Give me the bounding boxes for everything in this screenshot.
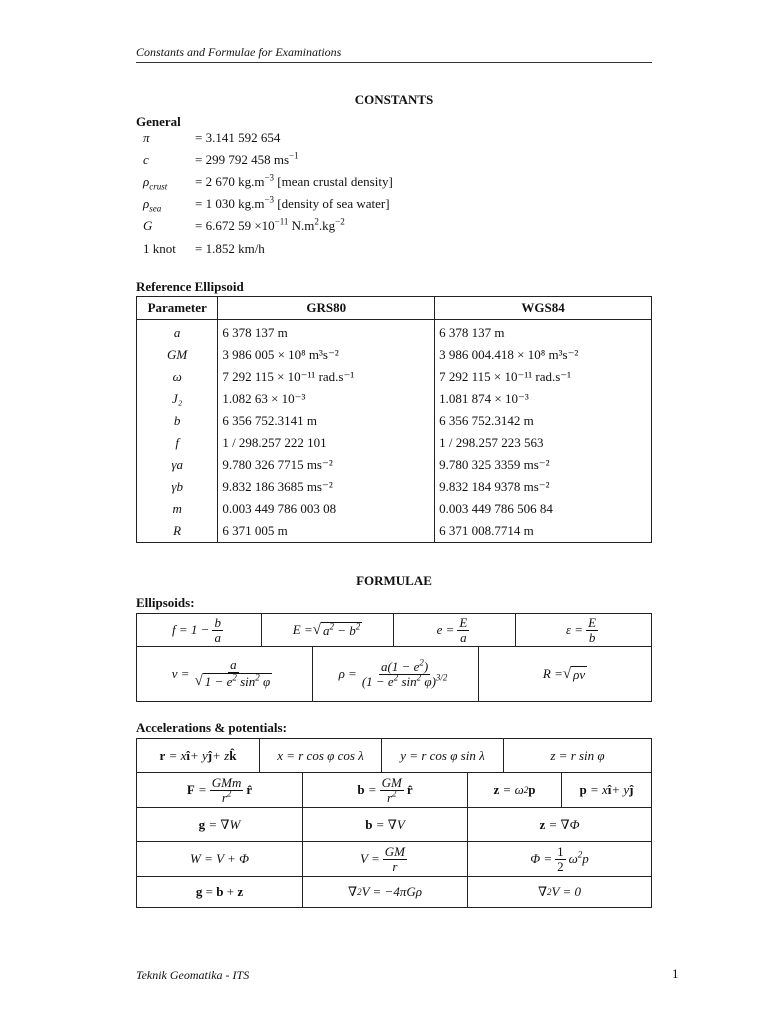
formulae-heading: FORMULAE	[356, 573, 432, 588]
accel-formula-row-3	[136, 807, 652, 842]
formula-z: z = r sin φ	[503, 739, 651, 772]
column-header: WGS84	[435, 297, 652, 320]
formula-laplace: ∇ 2 V = 0	[467, 877, 651, 907]
formula-mean-radius: R = √ ρν	[478, 647, 651, 701]
formula-gravitation: b = $\frac{GM}{r^2}$ r̂	[302, 773, 467, 807]
param-cell: J₂	[137, 388, 218, 410]
grs80-cell: 7 292 115 × 10⁻¹¹ rad.s⁻¹	[218, 366, 435, 388]
formula-gravitation-gradient: b = ∇V	[302, 808, 467, 841]
param-cell: GM	[137, 344, 218, 366]
formula-flattening: f = 1 − $\frac{b}{a}$	[172, 614, 221, 645]
grs80-cell: 6 356 752.3141 m	[218, 410, 435, 432]
wgs84-cell: 1.081 874 × 10⁻³	[435, 388, 652, 410]
general-heading: General	[136, 114, 181, 129]
param-cell: m	[137, 498, 218, 520]
reference-ellipsoid-table	[136, 296, 652, 543]
formula-nu: ν = a √ $1 - e^2$ $\sin^2 \varphi$	[171, 657, 271, 689]
constant-value: = 1.852 km/h	[195, 241, 265, 256]
wgs84-cell: 9.780 325 3359 ms⁻²	[435, 454, 652, 476]
table-row	[137, 498, 652, 520]
grs80-cell: 9.780 326 7715 ms⁻²	[218, 454, 435, 476]
table-row	[137, 388, 652, 410]
accel-formula-row-1	[136, 738, 652, 773]
page-number: 1	[672, 966, 679, 981]
formula-eccentricity: e = $\frac{E}{a}$	[393, 614, 515, 646]
constant-symbol: 1 knot	[143, 241, 176, 256]
formula-centrifugal: z = ω 2 p	[467, 773, 561, 807]
grs80-cell: 0.003 449 786 003 08	[218, 498, 435, 520]
ellipsoid-formula-row	[136, 613, 652, 647]
wgs84-cell: 7 292 115 × 10⁻¹¹ rad.s⁻¹	[435, 366, 652, 388]
formula-linear-eccentricity: E = √ $a^2 - b^2$	[261, 614, 393, 646]
table-row	[137, 432, 652, 454]
constant-value: = 6.672 $59 \times 10^{-11}$ $N.m^2.kg^{-2}$	[195, 216, 345, 233]
grs80-cell: 1.082 63 × 10⁻³	[218, 388, 435, 410]
formula-position-vector: r = x î + y ĵ + z k̂	[159, 747, 237, 763]
constant-symbol: c	[143, 152, 149, 167]
formula-gravity-gradient: g = ∇W	[198, 816, 241, 832]
table-row	[137, 454, 652, 476]
table-header-row	[137, 297, 652, 320]
table-row	[137, 476, 652, 498]
grs80-cell: 9.832 186 3685 ms⁻²	[218, 476, 435, 498]
table-row	[137, 366, 652, 388]
ellipsoid-radius-row	[136, 646, 652, 702]
formula-x: x = r cos φ cos λ	[259, 739, 381, 772]
column-header: Parameter	[137, 297, 218, 320]
constants-heading: CONSTANTS	[354, 92, 434, 107]
running-header: Constants and Formulae for Examinations	[136, 45, 342, 59]
constant-value: = 299 792 458 $ms^{-1}$	[195, 150, 299, 167]
table-row	[137, 410, 652, 432]
param-cell: γa	[137, 454, 218, 476]
constant-value: = 3.141 592 654	[195, 130, 281, 145]
wgs84-cell: 6 356 752.3142 m	[435, 410, 652, 432]
grs80-cell: 6 378 137 m	[218, 320, 435, 345]
formula-centrifugal-potential: Φ = $\frac{1}{2}$ $\omega^2p$	[467, 842, 651, 876]
wgs84-cell: 6 378 137 m	[435, 320, 652, 345]
accel-formula-row-4	[136, 841, 652, 877]
param-cell: γb	[137, 476, 218, 498]
ellipsoids-heading: Ellipsoids:	[136, 595, 195, 610]
constant-value: = 1 030 $kg.m^{-3}$ [density of sea water]	[195, 194, 390, 211]
formula-poisson: ∇ 2 V = −4πGρ	[302, 877, 467, 907]
formula-force: F = $\frac{\text{GMm}}{r^2}$ r̂	[186, 774, 253, 805]
grs80-cell: 1 / 298.257 222 101	[218, 432, 435, 454]
wgs84-cell: 0.003 449 786 506 84	[435, 498, 652, 520]
constant-symbol: $\rho_{sea}$	[143, 196, 162, 214]
column-header: GRS80	[218, 297, 435, 320]
accelerations-heading: Accelerations & potentials:	[136, 720, 287, 735]
wgs84-cell: 3 986 004.418 × 10⁸ m³s⁻²	[435, 344, 652, 366]
grs80-cell: 6 371 005 m	[218, 520, 435, 543]
wgs84-cell: 6 371 008.7714 m	[435, 520, 652, 543]
formula-second-eccentricity: ε = $\frac{E}{b}$	[515, 614, 651, 646]
wgs84-cell: 1 / 298.257 223 563	[435, 432, 652, 454]
accel-formula-row-5	[136, 876, 652, 908]
param-cell: ω	[137, 366, 218, 388]
constant-symbol: G	[143, 218, 153, 233]
footer-institution: Teknik Geomatika - ITS	[136, 968, 250, 982]
formula-p-vector: p = x î + y ĵ	[561, 773, 651, 807]
param-cell: a	[137, 320, 218, 345]
param-cell: f	[137, 432, 218, 454]
wgs84-cell: 9.832 184 9378 ms⁻²	[435, 476, 652, 498]
accel-formula-row-2	[136, 772, 652, 808]
param-cell: R	[137, 520, 218, 543]
constant-value: = 2 670 $kg.m^{-3}$ [mean crustal density]	[195, 172, 393, 189]
table-row	[137, 344, 652, 366]
constant-symbol: $\rho_{crust}$	[143, 174, 168, 192]
formula-gravity-potential: W = V + Φ	[190, 851, 249, 866]
constant-symbol: π	[143, 130, 150, 145]
header-rule	[136, 62, 652, 63]
ref-ellipsoid-heading: Reference Ellipsoid	[136, 279, 244, 294]
table-row	[137, 520, 652, 543]
formula-y: y = r cos φ sin λ	[381, 739, 503, 772]
formula-rho: ρ = $\frac{a(1 - e^2)}{(1 - e^2 \sin^2 \varphi)^{3/2}}$	[312, 647, 478, 701]
table-row	[137, 320, 652, 345]
table-body	[137, 320, 652, 543]
formula-gravity-sum: g = b + z	[195, 884, 244, 899]
param-cell: b	[137, 410, 218, 432]
formula-gravitational-potential: V = $\frac{GM}{r}$	[302, 842, 467, 876]
grs80-cell: 3 986 005 × 10⁸ m³s⁻²	[218, 344, 435, 366]
formula-centrifugal-gradient: z = ∇Φ	[467, 808, 651, 841]
